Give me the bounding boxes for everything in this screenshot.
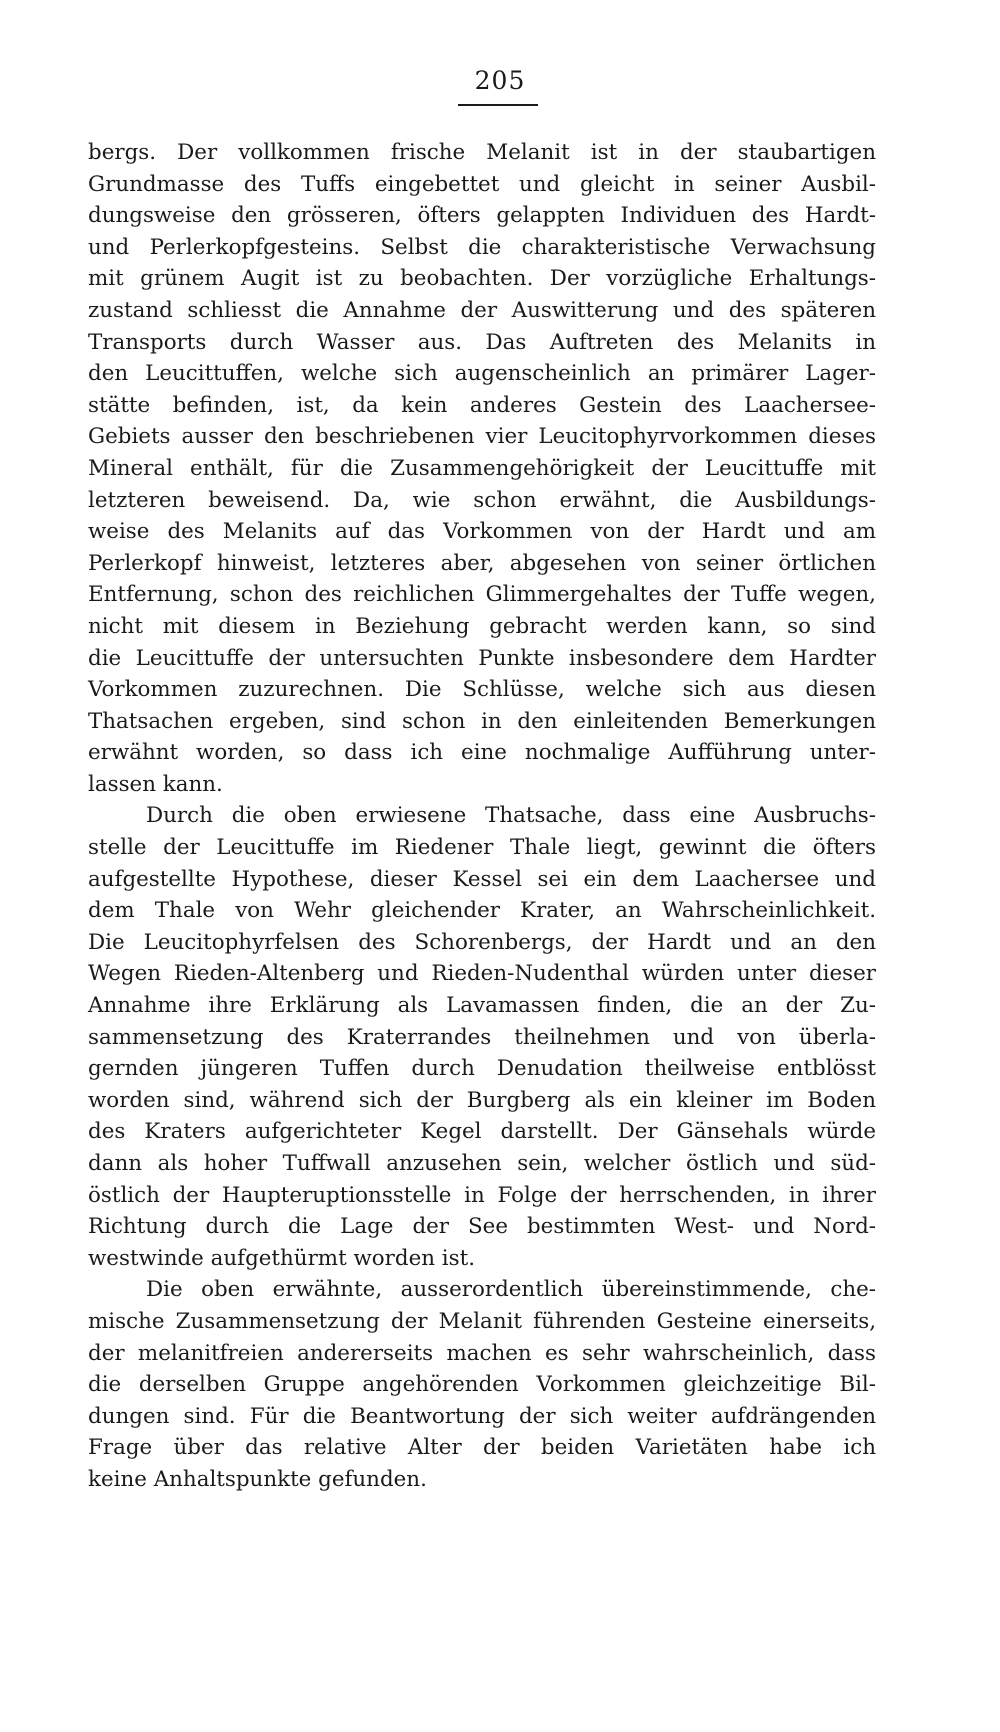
text-line: dungen sind. Für die Beantwortung der sich weiter aufdrängenden	[88, 1403, 876, 1429]
text-line: Die oben erwähnte, ausserordentlich übereinstimmende, che-	[146, 1277, 876, 1303]
text-line: Vorkommen zuzurechnen. Die Schlüsse, welche sich aus diesen	[88, 677, 876, 703]
text-line: weise des Melanits auf das Vorkommen von der Hardt und am	[88, 519, 876, 545]
text-line: stätte befinden, ist, da kein anderes Gestein des Laachersee-	[88, 392, 876, 418]
paragraph	[88, 1274, 876, 1495]
text-line: worden sind, während sich der Burgberg als ein kleiner im Boden	[88, 1087, 876, 1113]
text-line: aufgestellte Hypothese, dieser Kessel sei ein dem Laachersee und	[88, 866, 876, 892]
text-line: dem Thale von Wehr gleichender Krater, an Wahrscheinlichkeit.	[88, 898, 876, 924]
text-line: den Leucittuffen, welche sich augenscheinlich an primärer Lager-	[88, 361, 876, 387]
text-line: Richtung durch die Lage der See bestimmten West- und Nord-	[88, 1214, 876, 1240]
text-line: Mineral enthält, für die Zusammengehörigkeit der Leucittuffe mit	[88, 455, 876, 481]
text-line: dungsweise den grösseren, öfters gelappten Individuen des Hardt-	[88, 203, 876, 229]
text-line: letzteren beweisend. Da, wie schon erwähnt, die Ausbildungs-	[88, 487, 876, 513]
page-number-rule	[458, 104, 538, 106]
text-line: die Leucittuffe der untersuchten Punkte insbesondere dem Hardter	[88, 645, 876, 671]
paragraph	[88, 137, 876, 800]
text-line: Gebiets ausser den beschriebenen vier Leucitophyrvorkommen dieses	[88, 424, 876, 450]
text-line: Durch die oben erwiesene Thatsache, dass eine Ausbruchs-	[146, 803, 876, 829]
text-line: Entfernung, schon des reichlichen Glimmergehaltes der Tuffe wegen,	[88, 582, 876, 608]
text-line: Transports durch Wasser aus. Das Auftreten des Melanits in	[88, 329, 876, 355]
text-line: und Perlerkopfgesteins. Selbst die charakteristische Verwachsung	[88, 234, 876, 260]
text-line: der melanitfreien andererseits machen es sehr wahrscheinlich, dass	[88, 1340, 876, 1366]
paragraph	[88, 800, 876, 1274]
text-line: des Kraters aufgerichteter Kegel darstellt. Der Gänsehals würde	[88, 1119, 876, 1145]
body-text	[88, 137, 876, 1496]
text-line: Perlerkopf hinweist, letzteres aber, abgesehen von seiner örtlichen	[88, 550, 876, 576]
text-line: stelle der Leucittuffe im Riedener Thale liegt, gewinnt die öfters	[88, 835, 876, 861]
text-line: bergs. Der vollkommen frische Melanit ist in der staubartigen	[88, 140, 876, 165]
text-line: erwähnt worden, so dass ich eine nochmalige Aufführung unter-	[88, 740, 876, 766]
text-line: keine Anhaltspunkte gefunden.	[88, 1466, 427, 1492]
text-line: zustand schliesst die Annahme der Auswitterung und des späteren	[88, 297, 876, 323]
text-line: dann als hoher Tuffwall anzusehen sein, welcher östlich und süd-	[88, 1151, 876, 1176]
text-line: Grundmasse des Tuffs eingebettet und gleicht in seiner Ausbil-	[88, 171, 876, 197]
text-line: mit grünem Augit ist zu beobachten. Der vorzügliche Erhaltungs-	[88, 266, 876, 292]
text-line: östlich der Haupteruptionsstelle in Folge der herrschenden, in ihrer	[88, 1182, 876, 1208]
text-line: Wegen Rieden-Altenberg und Rieden-Nudenthal würden unter dieser	[88, 961, 876, 987]
text-line: mische Zusammensetzung der Melanit führenden Gesteine einerseits,	[88, 1308, 876, 1334]
text-line: Frage über das relative Alter der beiden Varietäten habe ich	[88, 1435, 876, 1461]
text-line: Die Leucitophyrfelsen des Schorenbergs, der Hardt und an den	[88, 929, 876, 955]
text-line: sammensetzung des Kraterrandes theilnehmen und von überla-	[88, 1024, 876, 1050]
text-line: nicht mit diesem in Beziehung gebracht werden kann, so sind	[88, 613, 876, 639]
text-line: lassen kann.	[88, 771, 223, 797]
text-line: Annahme ihre Erklärung als Lavamassen finden, die an der Zu-	[88, 993, 876, 1019]
text-line: gernden jüngeren Tuffen durch Denudation theilweise entblösst	[88, 1056, 876, 1082]
text-line: westwinde aufgethürmt worden ist.	[88, 1245, 476, 1271]
page-number: 205	[474, 66, 526, 95]
text-line: Thatsachen ergeben, sind schon in den einleitenden Bemerkungen	[88, 708, 876, 734]
text-line: die derselben Gruppe angehörenden Vorkommen gleichzeitige Bil-	[88, 1372, 876, 1398]
